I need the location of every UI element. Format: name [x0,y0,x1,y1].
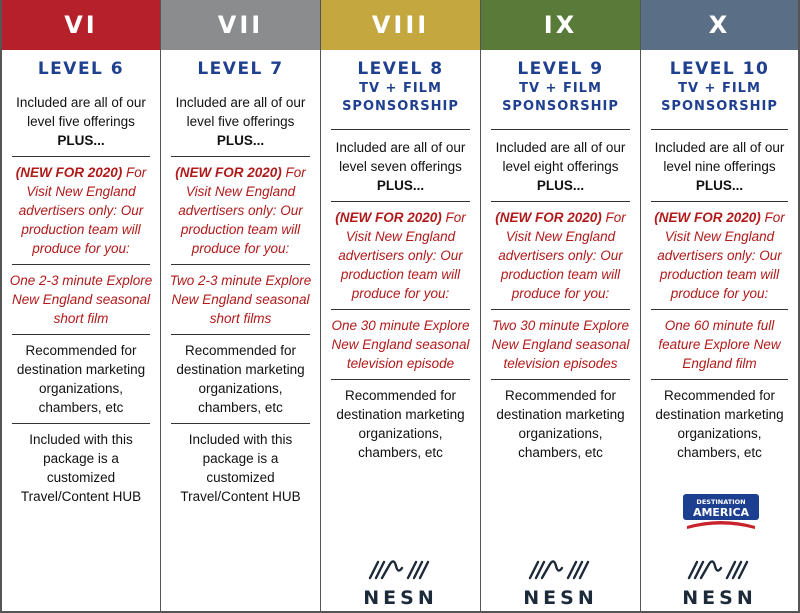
level-title: LEVEL 8 [357,59,444,79]
roman-numeral: VIII [371,11,430,39]
new-badge: (NEW FOR 2020) [15,165,123,180]
nesn-logo [481,558,640,609]
new-for-2020-note [2,163,160,258]
recommended-text: Recommended for destination marketing organizations, chambers, etc [16,343,146,415]
plus-label: PLUS... [695,178,744,193]
new-for-2020-note [161,163,320,258]
new-badge: (NEW FOR 2020) [335,210,442,225]
new-for-2020-note [481,208,640,303]
divider [331,129,470,130]
recommended-text: Recommended for destination marketing organizations, chambers, etc [176,343,305,415]
nesn-wordmark: NESN [523,587,598,609]
plus-label: PLUS... [216,133,265,148]
sponsorship-subtitle: TV + FILM [359,81,442,96]
hub-text: Included with this package is a customized Travel/Content HUB [180,432,301,504]
level-title: LEVEL 9 [517,59,604,79]
level-column [480,0,640,613]
sponsorship-subtitle: TV + FILM [519,81,602,96]
divider [651,201,788,202]
new-for-2020-note [641,208,798,303]
new-badge: (NEW FOR 2020) [495,210,602,225]
divider [12,264,150,265]
nesn-mark-icon [526,558,596,582]
intro-text: Included are all of our level five offerings [175,95,306,129]
plus-label: PLUS... [536,178,585,193]
new-badge: (NEW FOR 2020) [175,165,282,180]
nesn-wordmark: NESN [682,587,757,609]
roman-numeral: VII [217,11,264,39]
divider [171,334,310,335]
divider [12,423,150,424]
divider [331,201,470,202]
recommended-text: Recommended for destination marketing organizations, chambers, etc [655,388,784,460]
sponsorship-subtitle: SPONSORSHIP [502,99,619,114]
column-header [161,0,320,50]
level-column [320,0,480,613]
level-column [640,0,800,613]
new-note-text: For Visit New England advertisers only: Our production team will produce for you: [178,165,306,256]
level-title: LEVEL 6 [37,59,125,79]
sponsorship-subtitle: SPONSORSHIP [342,99,459,114]
column-header [2,0,160,50]
divider [12,334,150,335]
product-offering: One 2-3 minute Explore New England seasonal short film [9,273,153,326]
divider [651,379,788,380]
divider [491,379,630,380]
product-offering: Two 30 minute Explore New England seasonal television episodes [491,318,630,371]
intro-text: Included are all of our level eight offerings [495,140,626,174]
plus-label: PLUS... [376,178,425,193]
divider [12,156,150,157]
intro-text: Included are all of our level five offerings [16,95,146,129]
nesn-wordmark: NESN [363,587,438,609]
nesn-mark-icon [685,558,755,582]
divider [491,309,630,310]
sponsorship-subtitle: SPONSORSHIP [661,99,778,114]
divider [491,201,630,202]
plus-label: PLUS... [57,133,105,148]
column-header [481,0,640,50]
recommended-text: Recommended for destination marketing organizations, chambers, etc [496,388,625,460]
level-title: LEVEL 7 [197,59,284,79]
level-title: LEVEL 10 [669,59,770,79]
divider [171,264,310,265]
new-badge: (NEW FOR 2020) [654,210,761,225]
level-column [0,0,160,613]
intro-text: Included are all of our level seven offerings [335,140,466,174]
intro-text: Included are all of our level nine offerings [654,140,785,174]
divider [171,423,310,424]
new-note-text: For Visit New England advertisers only: Our production team will produce for you: [18,165,147,256]
roman-numeral: X [708,11,731,39]
product-offering: Two 2-3 minute Explore New England seasonal short films [169,273,312,326]
new-note-text: For Visit New England advertisers only: Our production team will produce for you: [498,210,626,301]
nesn-mark-icon [366,558,436,582]
new-note-text: For Visit New England advertisers only: Our production team will produce for you: [657,210,785,301]
new-note-text: For Visit New England advertisers only: Our production team will produce for you: [338,210,466,301]
svg-text:DESTINATION: DESTINATION [696,498,746,506]
product-offering: One 30 minute Explore New England seasonal television episode [331,318,470,371]
divider [651,129,788,130]
new-for-2020-note [321,208,480,303]
divider [171,156,310,157]
destination-america-logo [681,492,761,532]
roman-numeral: VI [64,11,98,39]
svg-text:AMERICA: AMERICA [692,506,750,519]
level-column [160,0,320,613]
divider [331,309,470,310]
nesn-logo [641,558,798,609]
hub-text: Included with this package is a customized Travel/Content HUB [20,432,142,504]
divider [651,309,788,310]
sponsorship-subtitle: TV + FILM [678,81,761,96]
divider [491,129,630,130]
divider [331,379,470,380]
nesn-logo [321,558,480,609]
recommended-text: Recommended for destination marketing organizations, chambers, etc [336,388,465,460]
column-header [641,0,798,50]
column-header [321,0,480,50]
roman-numeral: IX [543,11,578,39]
product-offering: One 60 minute full feature Explore New England film [658,318,781,371]
